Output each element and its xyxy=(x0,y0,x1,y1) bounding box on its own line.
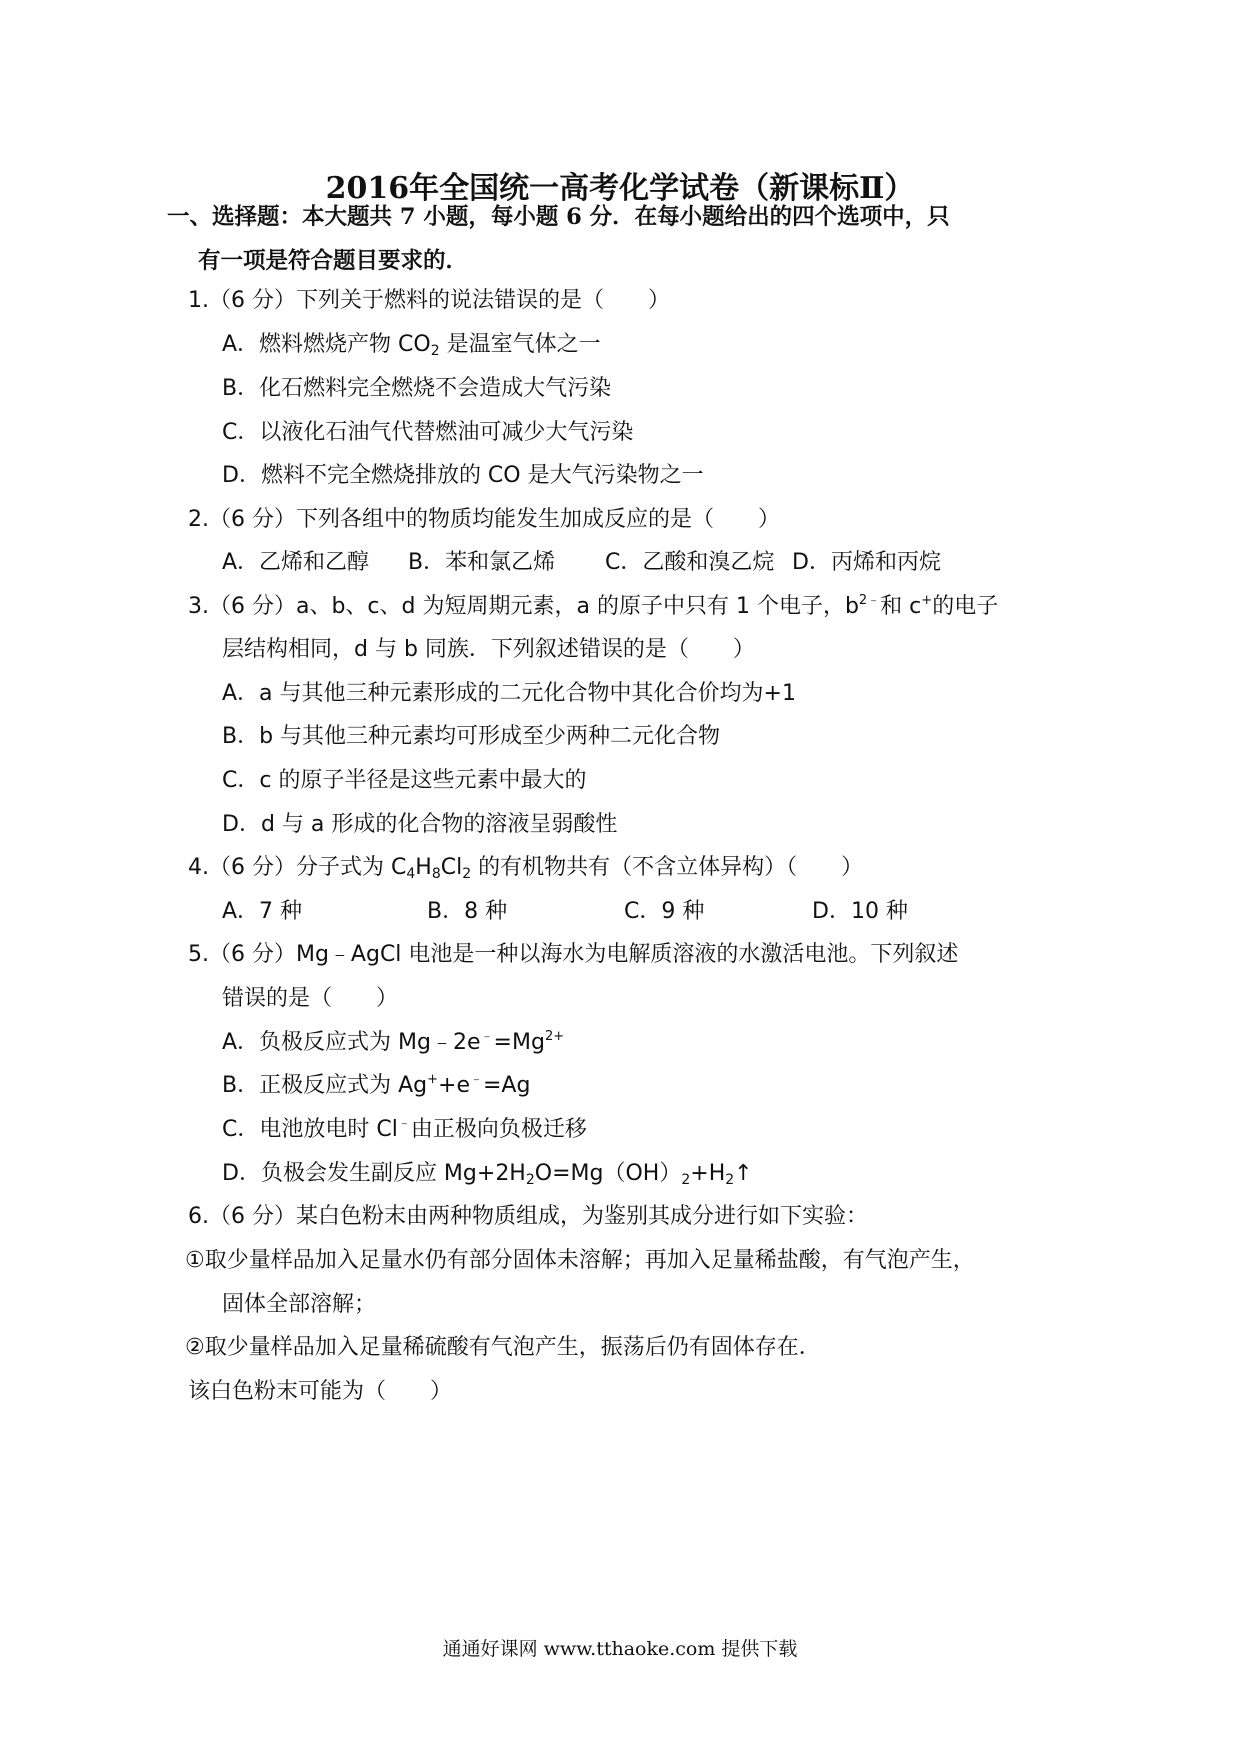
question-2-option-a: A．乙烯和乙醇 xyxy=(222,550,370,575)
question-2-option-d: D．丙烯和丙烷 xyxy=(792,550,941,575)
question-6-experiment-1-line1: ①取少量样品加入足量水仍有部分固体未溶解；再加入足量稀盐酸，有气泡产生， xyxy=(185,1248,975,1273)
question-6-experiment-2: ②取少量样品加入足量稀硫酸有气泡产生，振荡后仍有固体存在． xyxy=(185,1335,821,1360)
question-4-option-d: D．10 种 xyxy=(812,899,908,924)
question-4-option-c: C．9 种 xyxy=(624,899,705,924)
question-1-option-d: D．燃料不完全燃烧排放的 CO 是大气污染物之一 xyxy=(222,463,704,488)
section-heading-line1: 一、选择题：本大题共 7 小题，每小题 6 分．在每小题给出的四个选项中，只 xyxy=(167,204,950,230)
question-4-option-a: A．7 种 xyxy=(222,899,303,924)
question-5-option-d: D．负极会发生副反应 $Mg+2H_2O=Mg(OH)_2+H_2↑$ xyxy=(222,1161,753,1188)
page-title: 2016年全国统一高考化学试卷（新课标Ⅱ） xyxy=(325,171,915,206)
question-2-stem: 2.（6 分）下列各组中的物质均能发生加成反应的是（ ） xyxy=(188,507,780,532)
question-3-option-b: B．b 与其他三种元素均可形成至少两种二元化合物 xyxy=(222,724,721,749)
question-6-stem: 6.（6 分）某白色粉末由两种物质组成，为鉴别其成分进行如下实验： xyxy=(188,1204,868,1229)
question-1-option-c: C．以液化石油气代替燃油可减少大气污染 xyxy=(222,420,634,445)
question-3-stem-line2: 层结构相同，d 与 b 同族．下列叙述错误的是（ ） xyxy=(222,637,755,662)
question-5-option-a: A．负极反应式为 $Mg﹣2e^﹣=Mg^{2+}$ xyxy=(222,1029,565,1055)
section-heading-line2: 有一项是符合题目要求的． xyxy=(198,248,469,274)
question-1-stem: 1.（6 分）下列关于燃料的说法错误的是（ ） xyxy=(188,288,670,313)
page-footer: 通通好课网 www.tthaoke.com 提供下载 xyxy=(442,1638,798,1660)
question-3-option-a: A．a 与其他三种元素形成的二元化合物中其化合价均为+1 xyxy=(222,681,796,706)
question-2-option-c: C．乙酸和溴乙烷 xyxy=(605,550,775,575)
question-5-stem-line2: 错误的是（ ） xyxy=(222,986,399,1011)
question-5-option-c: C．电池放电时 Cl﹣由正极向负极迁移 xyxy=(222,1116,587,1142)
question-6-ask: 该白色粉末可能为（ ） xyxy=(188,1379,453,1404)
question-4-option-b: B．8 种 xyxy=(427,899,508,924)
question-6-experiment-1-line2: 固体全部溶解； xyxy=(222,1292,377,1317)
question-3-option-c: C．c 的原子半径是这些元素中最大的 xyxy=(222,768,587,793)
question-5-option-b: B．正极反应式为 Ag++e﹣=Ag xyxy=(222,1072,531,1098)
question-1-option-a: A．燃料燃烧产物 $CO_2$ 是温室气体之一 xyxy=(222,332,601,359)
question-1-option-b: B．化石燃料完全燃烧不会造成大气污染 xyxy=(222,376,612,401)
question-3-stem-line1: 3.（6 分）a、b、c、d 为短周期元素，a 的原子中只有 1 个电子，$b^{2﹣}$和 c+的电子 xyxy=(188,593,999,619)
question-5-stem-line1: 5.（6 分）Mg﹣AgCl 电池是一种以海水为电解质溶液的水激活电池。下列叙述 xyxy=(188,942,959,967)
question-2-option-b: B．苯和氯乙烯 xyxy=(408,550,556,575)
question-3-option-d: D．d 与 a 形成的化合物的溶液呈弱酸性 xyxy=(222,812,618,837)
question-4-stem: 4.（6 分）分子式为 $C_4H_8Cl_2$ 的有机物共有（不含立体异构）（ ） xyxy=(188,855,864,882)
